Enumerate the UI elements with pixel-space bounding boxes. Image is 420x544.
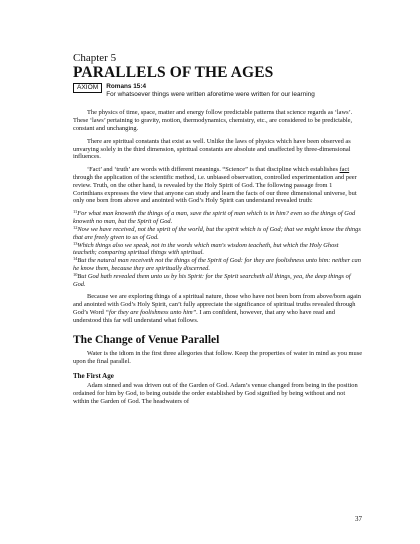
content-column xyxy=(73,52,363,410)
verse-number: 11 xyxy=(73,208,78,214)
verse xyxy=(73,257,363,273)
axiom-quote: For whatsoever things were written aforetime were written for our learning xyxy=(106,91,315,99)
axiom-reference: Romans 15:4 xyxy=(106,83,147,90)
verse-text: For what man knoweth the things of a man, save the spirit of man which is in him? even so the things of God knoweth no man, but the Spirit of God. xyxy=(73,209,356,225)
verse-text: But God hath revealed them unto us by his Spirit: for the Spirit searcheth all things, yea, the deep things of God. xyxy=(73,273,351,289)
axiom-badge: AXIOM xyxy=(73,83,102,93)
paragraph-4-text: Because we are exploring things of a spiritual nature, those who have not been born from above/born again and anointed with God’s Holy Spirit, can’t fully appreciate the significance of spiritual truths revealed through God’s Word xyxy=(73,293,362,317)
verse-text: Which things also we speak, not in the words which man's wisdom teacheth, but which the Holy Ghost teacheth; comparing spiritual things with spiritual. xyxy=(73,241,339,257)
paragraph-2: There are spiritual constants that exist as well. Unlike the laws of physics which have been observed as unvarying solely in the third dimension, spiritual constants are absolute and unaffected by three-dimensional influences. xyxy=(73,137,351,161)
paragraph-4-text-end: I am confident, however, that any who have read and understood this far will understand what follows. xyxy=(73,309,335,325)
axiom-block xyxy=(73,83,363,99)
page-number: 37 xyxy=(355,515,362,523)
verse-text: Now we have received, not the spirit of the world, but the spirit which is of God; that we might know the things that are freely given to us of God. xyxy=(73,225,361,241)
verse xyxy=(73,210,363,226)
verse-number: 14 xyxy=(73,256,78,262)
verse xyxy=(73,226,363,242)
chapter-label: Chapter 5 xyxy=(73,52,117,64)
paragraph-1: The physics of time, space, matter and energy follow predictable patterns that science regards as ‘laws’. These ‘laws’ pertaining to gravity, motion, thermodynamics, chemistry, etc., are considered to be predictable, constant and unchanging. xyxy=(73,109,353,133)
paragraph-4-quote: “for they are foolishness unto him”. xyxy=(105,309,198,317)
verse-number: 13 xyxy=(73,240,78,246)
verse-number: 10 xyxy=(73,272,78,278)
scripture-passage xyxy=(73,210,363,289)
verse-number: 12 xyxy=(73,224,78,230)
paragraph-3-text: ‘Fact’ and ‘truth’ are words with different meanings. “Science” is that discipline which establishes xyxy=(87,165,340,173)
chapter-title: PARALLELS OF THE AGES xyxy=(73,64,274,81)
verse xyxy=(73,242,363,258)
verse-text: But the natural man receiveth not the things of the Spirit of God: for they are foolishness unto him: neither can he know them, because they are spiritually discerned. xyxy=(73,257,361,273)
fact-underlined: fact xyxy=(339,165,350,173)
paragraph-4 xyxy=(73,293,363,325)
paragraph-3 xyxy=(73,166,363,206)
axiom-text xyxy=(106,83,315,99)
verse xyxy=(73,273,363,289)
paragraph-6: Adam sinned and was driven out of the Garden of God. Adam’s venue changed from being in the position ordained for him by God, to being outside the order established by God signified by being without and not within the Garden of God. The headwaters of xyxy=(73,381,358,405)
paragraph-3-text-end: through the application of the scientific method, i.e. unbiased observation, controlled experimentation and peer review. Truth, on the other hand, is revealed by the Holy Spirit of God. The following passage from 1 Corinthians expresses the view that anyone can study and learn the facts of our three dimensional universe, but only one born from above and anointed with God’s Holy Spirit can understand revealed truth: xyxy=(73,173,357,205)
paragraph-5: Water is the idiom in the first three allegories that follow. Keep the properties of water in mind as you muse upon the final parallel. xyxy=(73,350,363,365)
section-heading: The Change of Venue Parallel xyxy=(73,334,220,347)
subheading: The First Age xyxy=(73,371,114,380)
